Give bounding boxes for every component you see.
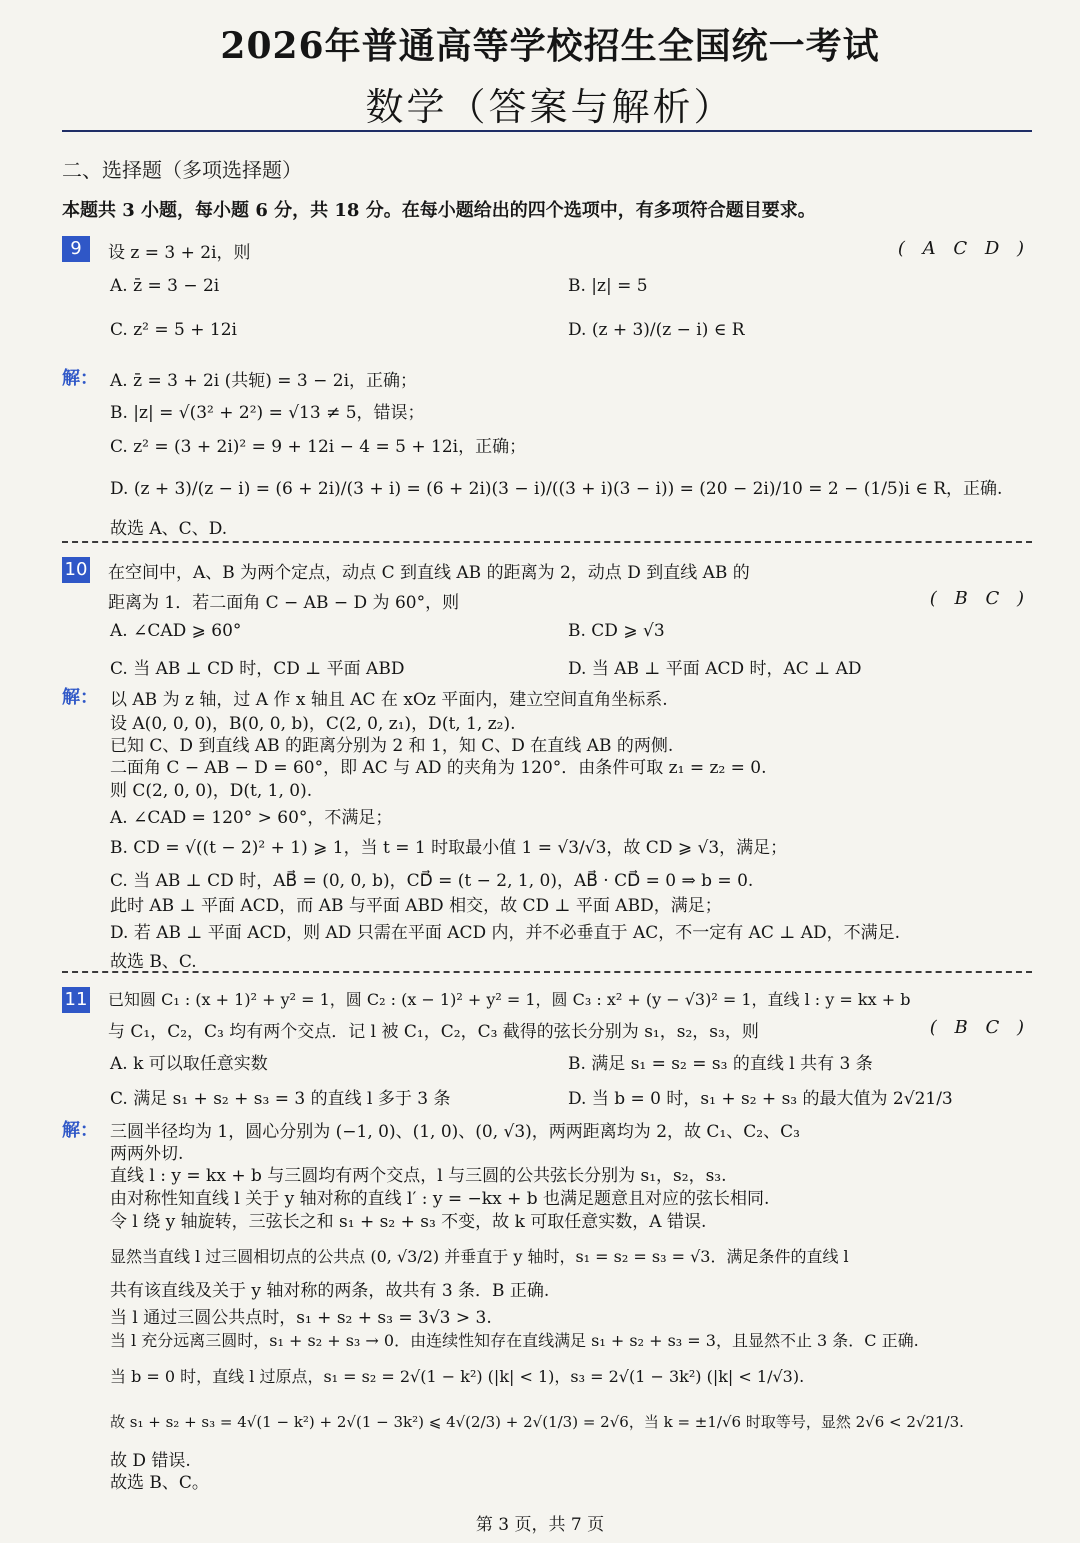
q9-answer: ( A C D )	[897, 238, 1030, 259]
q10-option-b: B. CD ⩾ √3	[568, 621, 665, 641]
q11-option-c: C. 满足 s₁ + s₂ + s₃ = 3 的直线 l 多于 3 条	[110, 1089, 451, 1109]
q10-option-d: D. 当 AB ⊥ 平面 ACD 时，AC ⊥ AD	[568, 659, 862, 679]
question-number-badge: 10	[62, 557, 90, 583]
q9-option-d: D. (z + 3)/(z − i) ∈ R	[568, 320, 745, 340]
q9-solution-label: 解：	[62, 368, 98, 389]
q11-stem-line2: 与 C₁，C₂，C₃ 均有两个交点．记 l 被 C₁，C₂，C₃ 截得的弦长分别为 s₁，s₂，s₃，则	[108, 1022, 759, 1042]
q10-solution-line: 设 A(0, 0, 0)，B(0, 0, b)，C(2, 0, z₁)，D(t, 1, z₂).	[110, 714, 516, 734]
q11-option-d: D. 当 b = 0 时，s₁ + s₂ + s₃ 的最大值为 2√21/3	[568, 1089, 953, 1109]
q9-option-a: A. z̄ = 3 − 2i	[110, 276, 220, 296]
q10-answer: ( B C )	[929, 588, 1030, 609]
q9-solution-line: B. |z| = √(3² + 2²) = √13 ≠ 5，错误；	[110, 403, 425, 423]
q11-solution-line: 当 l 通过三圆公共点时，s₁ + s₂ + s₃ = 3√3 > 3.	[110, 1308, 492, 1328]
q10-option-a: A. ∠CAD ⩾ 60°	[110, 621, 242, 641]
q9-option-b: B. |z| = 5	[568, 276, 648, 296]
q11-solution-line: 显然当直线 l 过三圆相切点的公共点 (0, √3/2) 并垂直于 y 轴时，s₁ = s₂ = s₃ = √3．满足条件的直线 l	[110, 1247, 849, 1266]
header-rule	[62, 130, 1032, 132]
q10-stem-line1: 在空间中，A、B 为两个定点，动点 C 到直线 AB 的距离为 2，动点 D 到直线 AB 的	[108, 563, 750, 583]
q11-solution-line: 令 l 绕 y 轴旋转，三弦长之和 s₁ + s₂ + s₃ 不变，故 k 可取任意实数，A 错误.	[110, 1212, 707, 1232]
question-number-badge: 11	[62, 987, 90, 1013]
q11-solution-line: 两两外切.	[110, 1144, 184, 1164]
section-intro: 本题共 3 小题，每小题 6 分，共 18 分。在每小题给出的四个选项中，有多项符合题目要求。	[62, 200, 816, 221]
q11-solution-line: 故 D 错误.	[110, 1451, 191, 1471]
q10-solution-line: 以 AB 为 z 轴，过 A 作 x 轴且 AC 在 xOz 平面内，建立空间直角坐标系.	[110, 690, 668, 710]
q9-solution-line: 故选 A、C、D.	[110, 519, 228, 539]
q10-solution-line: D. 若 AB ⊥ 平面 ACD，则 AD 只需在平面 ACD 内，并不必垂直于 AC，不一定有 AC ⊥ AD，不满足.	[110, 923, 901, 943]
q9-solution-line: D. (z + 3)/(z − i) = (6 + 2i)/(3 + i) = (6 + 2i)(3 − i)/((3 + i)(3 − i)) = (20 − 2i)/10 = 2 − (1/5)i ∈ R，正确.	[110, 479, 1003, 499]
exam-subtitle: 数学（答案与解析）	[365, 85, 735, 129]
exam-title: 2026年普通高等学校招生全国统一考试	[220, 25, 880, 67]
q10-solution-label: 解：	[62, 687, 98, 708]
q10-option-c: C. 当 AB ⊥ CD 时，CD ⊥ 平面 ABD	[110, 659, 405, 679]
question-number-badge: 9	[62, 236, 90, 262]
q10-solution-line: 此时 AB ⊥ 平面 ACD，而 AB 与平面 ABD 相交，故 CD ⊥ 平面 ABD，满足；	[110, 896, 722, 916]
q11-solution-line: 由对称性知直线 l 关于 y 轴对称的直线 l′ : y = −kx + b 也满足题意且对应的弦长相同.	[110, 1189, 770, 1209]
q11-solution-line: 当 l 充分远离三圆时，s₁ + s₂ + s₃ → 0．由连续性知存在直线满足 s₁ + s₂ + s₃ = 3，且显然不止 3 条．C 正确.	[110, 1331, 919, 1350]
q10-solution-line: B. CD = √((t − 2)² + 1) ⩾ 1，当 t = 1 时取最小值 1 = √3/√3，故 CD ⩾ √3，满足；	[110, 838, 788, 858]
q10-solution-line: 故选 B、C.	[110, 952, 197, 972]
q11-solution-line: 当 b = 0 时，直线 l 过原点，s₁ = s₂ = 2√(1 − k²) (|k| < 1)，s₃ = 2√(1 − 3k²) (|k| < 1/√3).	[110, 1367, 805, 1386]
q11-solution-line: 故 s₁ + s₂ + s₃ = 4√(1 − k²) + 2√(1 − 3k²) ⩽ 4√(2/3) + 2√(1/3) = 2√6，当 k = ±1/√6 时取等号，显然 2√6 < 2√21/3.	[110, 1413, 964, 1431]
q10-solution-line: C. 当 AB ⊥ CD 时，AB⃗ = (0, 0, b)，CD⃗ = (t − 2, 1, 0)，AB⃗ · CD⃗ = 0 ⇒ b = 0.	[110, 871, 754, 891]
q10-solution-line: 已知 C、D 到直线 AB 的距离分别为 2 和 1，知 C、D 在直线 AB 的两侧.	[110, 736, 674, 756]
q10-solution-line: A. ∠CAD = 120° > 60°，不满足；	[110, 808, 393, 828]
question-divider	[62, 971, 1032, 973]
question-divider	[62, 541, 1032, 543]
q11-option-a: A. k 可以取任意实数	[110, 1054, 268, 1074]
q11-solution-line: 直线 l : y = kx + b 与三圆均有两个交点，l 与三圆的公共弦长分别为 s₁，s₂，s₃.	[110, 1166, 727, 1186]
q11-stem-line1: 已知圆 C₁ : (x + 1)² + y² = 1，圆 C₂ : (x − 1)² + y² = 1，圆 C₃ : x² + (y − √3)² = 1，直线 l : y = kx + b	[108, 990, 911, 1009]
q9-stem: 设 z = 3 + 2i，则	[108, 243, 251, 263]
section-heading: 二、选择题（多项选择题）	[62, 158, 302, 182]
q11-solution-line: 故选 B、C。	[110, 1473, 209, 1493]
q9-solution-line: C. z² = (3 + 2i)² = 9 + 12i − 4 = 5 + 12i，正确；	[110, 437, 527, 457]
q9-option-c: C. z² = 5 + 12i	[110, 320, 237, 340]
q11-solution-label: 解：	[62, 1120, 98, 1141]
q10-solution-line: 二面角 C − AB − D = 60°，即 AC 与 AD 的夹角为 120°．由条件可取 z₁ = z₂ = 0.	[110, 758, 767, 778]
q11-solution-line: 共有该直线及关于 y 轴对称的两条，故共有 3 条．B 正确.	[110, 1281, 550, 1301]
q11-option-b: B. 满足 s₁ = s₂ = s₃ 的直线 l 共有 3 条	[568, 1054, 873, 1074]
q10-solution-line: 则 C(2, 0, 0)，D(t, 1, 0).	[110, 781, 313, 801]
q9-solution-line: A. z̄ = 3 + 2i (共轭) = 3 − 2i，正确；	[110, 371, 418, 391]
q10-stem-line2: 距离为 1．若二面角 C − AB − D 为 60°，则	[108, 593, 460, 613]
q11-answer: ( B C )	[929, 1017, 1030, 1038]
q11-solution-line: 三圆半径均为 1，圆心分别为 (−1, 0)、(1, 0)、(0, √3)，两两距离均为 2，故 C₁、C₂、C₃	[110, 1122, 800, 1142]
page-footer: 第 3 页，共 7 页	[475, 1515, 605, 1535]
